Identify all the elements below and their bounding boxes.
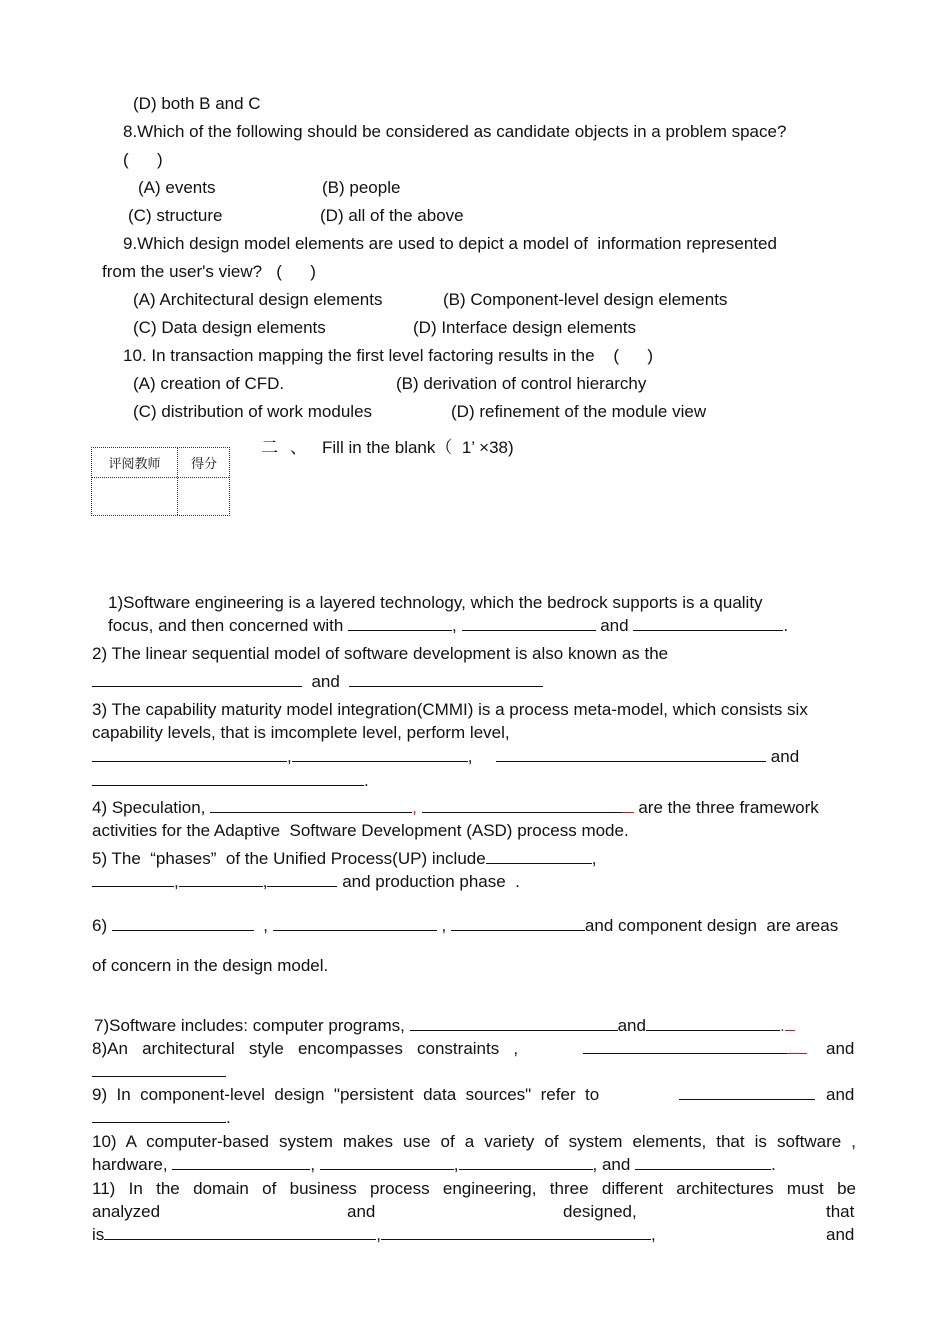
blank[interactable] — [92, 1107, 226, 1123]
fill-q5-line2: , , and production phase . — [92, 871, 520, 893]
fill-q1-line2: focus, and then concerned with , and . — [108, 616, 789, 635]
fill-q8-and: and — [826, 1039, 855, 1058]
blank[interactable] — [179, 871, 263, 887]
fill-q1-line1: 1)Software engineering is a layered technology, which the bedrock supports is a quality — [108, 593, 763, 612]
fill-q11-word-designed: designed, — [563, 1202, 637, 1221]
fill-q9-and: and — [826, 1085, 855, 1104]
blank[interactable] — [451, 915, 585, 931]
q9-option-a: (A) Architectural design elements — [133, 290, 383, 309]
table-row-divider — [92, 477, 229, 478]
blank[interactable] — [92, 671, 302, 687]
q8-stem: 8.Which of the following should be considered as candidate objects in a problem space? — [123, 122, 787, 141]
fill-q10-line2: hardware, , , , and . — [92, 1155, 776, 1174]
fill-q8-text: 8)An architectural style encompasses constraints , — [92, 1039, 519, 1058]
blank[interactable] — [462, 615, 596, 631]
q9-stem-line1: 9.Which design model elements are used to depict a model of information represented — [123, 234, 777, 253]
fill-q6-line1: 6) , , and component design are areas — [92, 916, 839, 935]
blank[interactable] — [92, 871, 174, 887]
blank[interactable] — [273, 915, 437, 931]
fill-q5-line1: 5) The “phases” of the Unified Process(UP) include , — [92, 849, 597, 868]
fill-q4-line2: activities for the Adaptive Software Development (ASD) process mode. — [92, 821, 629, 840]
grading-table — [91, 447, 230, 516]
section-title: Fill in the blank（ 1’ ×38) — [322, 438, 514, 457]
blank[interactable] — [320, 1154, 454, 1170]
blank[interactable] — [92, 746, 287, 762]
q10-option-d: (D) refinement of the module view — [451, 402, 707, 421]
fill-q3-line1: 3) The capability maturity model integration(CMMI) is a process meta-model, which consists six — [92, 700, 808, 719]
q8-option-d: (D) all of the above — [320, 206, 464, 225]
q7-option-d: (D) both B and C — [133, 94, 261, 113]
blank[interactable] — [622, 797, 634, 813]
fill-q7-line1: 7)Software includes: computer programs, and . — [94, 1015, 795, 1037]
blank[interactable] — [787, 1038, 807, 1054]
blank[interactable] — [210, 797, 412, 813]
fill-q8-blank-group — [583, 1038, 807, 1060]
fill-q9-blank-group — [679, 1084, 815, 1106]
fill-q6-line2: of concern in the design model. — [92, 956, 329, 975]
q9-stem-line2: from the user's view? ( ) — [102, 262, 316, 281]
q8-option-c: (C) structure — [128, 206, 223, 225]
blank[interactable] — [112, 915, 254, 931]
q8-option-b: (B) people — [322, 178, 401, 197]
blank[interactable] — [646, 1015, 780, 1031]
score-header: 得分 — [190, 457, 217, 472]
fill-q9-line2: . — [92, 1107, 231, 1129]
fill-q11-line3: is , , — [92, 1225, 656, 1244]
fill-q11-word-that: that — [826, 1202, 855, 1221]
blank[interactable] — [583, 1038, 787, 1054]
fill-q3-line4: . — [92, 770, 369, 792]
blank[interactable] — [381, 1224, 651, 1240]
blank[interactable] — [422, 797, 622, 813]
fill-q11-word-and: and — [347, 1202, 376, 1221]
q8-answer-paren: ( ) — [123, 150, 163, 169]
section-number: 二 — [261, 438, 278, 458]
blank[interactable] — [679, 1084, 815, 1100]
fill-q2-line2: and — [92, 671, 543, 693]
q10-option-b: (B) derivation of control hierarchy — [396, 374, 647, 393]
q9-option-b: (B) Component-level design elements — [443, 290, 728, 309]
blank[interactable] — [172, 1154, 310, 1170]
blank[interactable] — [267, 871, 337, 887]
blank[interactable] — [635, 1154, 771, 1170]
blank[interactable] — [410, 1015, 618, 1031]
blank[interactable] — [785, 1015, 795, 1031]
blank[interactable] — [292, 746, 468, 762]
blank[interactable] — [496, 746, 766, 762]
q10-option-a: (A) creation of CFD. — [133, 374, 285, 393]
blank[interactable] — [92, 770, 364, 786]
fill-q3-line2: capability levels, that is imcomplete level, perform level, — [92, 723, 510, 742]
q10-option-c: (C) distribution of work modules — [133, 402, 373, 421]
blank[interactable] — [104, 1224, 376, 1240]
blank[interactable] — [349, 671, 543, 687]
blank[interactable] — [348, 615, 452, 631]
section-separator: 、 — [290, 438, 307, 458]
reviewer-header: 评阅教师 — [108, 457, 161, 472]
fill-q2-line1: 2) The linear sequential model of software development is also known as the — [92, 644, 669, 663]
q8-option-a: (A) events — [138, 178, 216, 197]
blank[interactable] — [486, 848, 592, 864]
fill-q8-line2 — [92, 1061, 226, 1083]
blank[interactable] — [459, 1154, 593, 1170]
blank[interactable] — [633, 615, 783, 631]
fill-q4-line1: 4) Speculation, , are the three framework — [92, 798, 819, 817]
fill-q11-and: and — [826, 1225, 855, 1244]
q9-option-c: (C) Data design elements — [133, 318, 326, 337]
blank[interactable] — [92, 1061, 226, 1077]
fill-q11-word-analyzed: analyzed — [92, 1202, 161, 1221]
fill-q11-line1: 11) In the domain of business process engineering, three different architectures must be — [92, 1179, 856, 1198]
fill-q10-line1: 10) A computer-based system makes use of a variety of system elements, that is software , — [92, 1132, 856, 1151]
fill-q9-text: 9) In component-level design "persistent data sources" refer to — [92, 1085, 600, 1104]
q10-stem: 10. In transaction mapping the first level factoring results in the ( ) — [123, 346, 654, 365]
q9-option-d: (D) Interface design elements — [413, 318, 636, 337]
fill-q3-line3: , , and — [92, 746, 799, 768]
